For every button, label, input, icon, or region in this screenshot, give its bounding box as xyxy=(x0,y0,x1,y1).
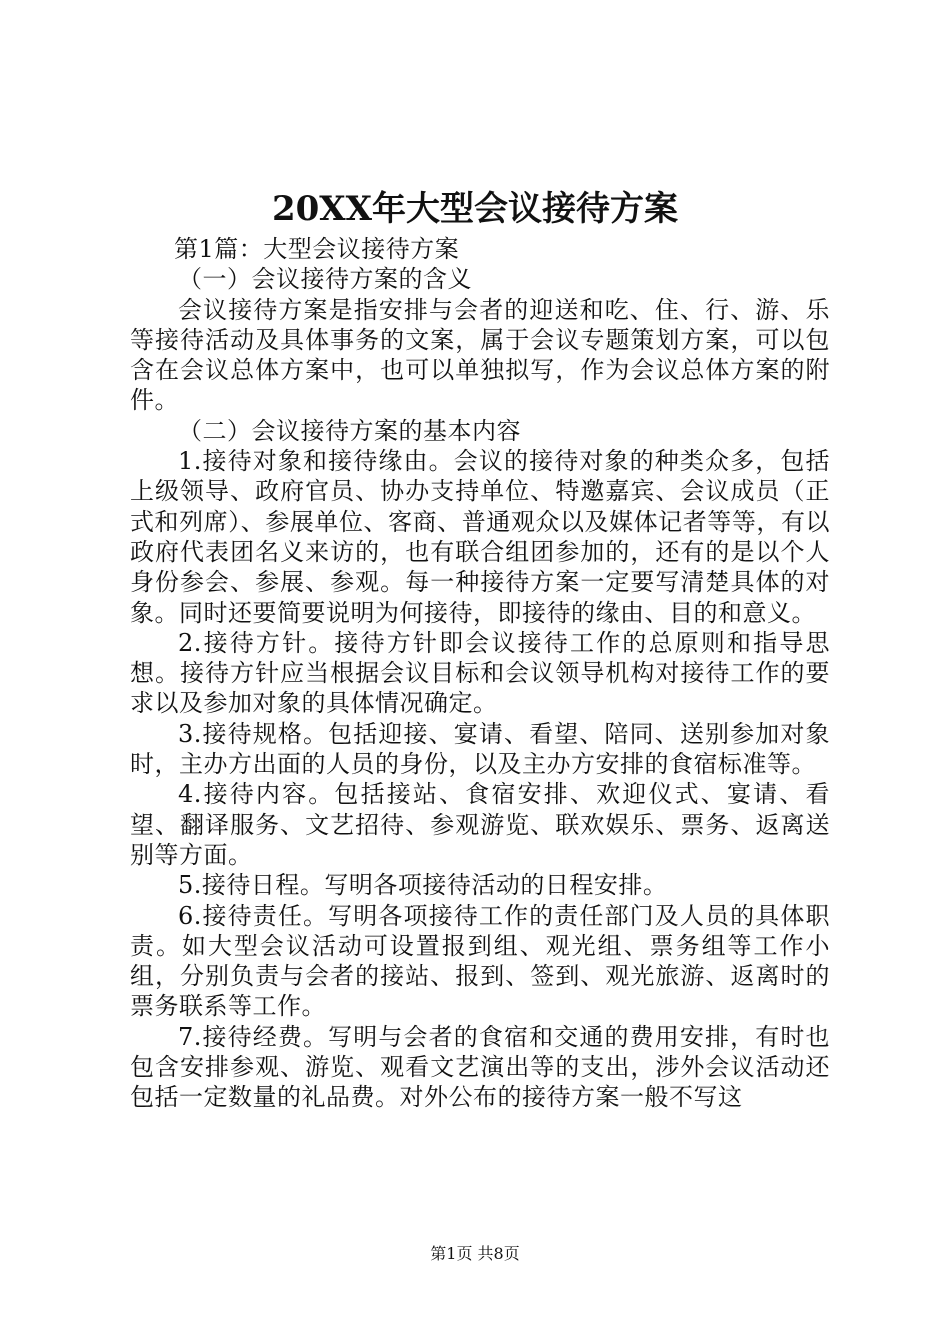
paragraph: 7.接待经费。写明与会者的食宿和交通的费用安排，有时也包含安排参观、游览、观看文艺演出等的支出，涉外会议活动还包括一定数量的礼品费。对外公布的接待方案一般不写这 xyxy=(130,1022,830,1112)
paragraph: 6.接待责任。写明各项接待工作的责任部门及人员的具体职责。如大型会议活动可设置报到组、观光组、票务组等工作小组，分别负责与会者的接站、报到、签到、观光旅游、返离时的票务联系等工作。 xyxy=(130,901,830,1021)
section-heading: 第1篇：大型会议接待方案 xyxy=(174,235,460,263)
paragraph: 4.接待内容。包括接站、食宿安排、欢迎仪式、宴请、看望、翻译服务、文艺招待、参观游览、联欢娱乐、票务、返离送别等方面。 xyxy=(130,780,830,869)
paragraph: 5.接待日程。写明各项接待活动的日程安排。 xyxy=(178,871,668,900)
paragraph: 会议接待方案是指安排与会者的迎送和吃、住、行、游、乐等接待活动及具体事务的文案，属于会议专题策划方案，可以包含在会议总体方案中，也可以单独拟写，作为会议总体方案的附件。 xyxy=(130,295,830,415)
paragraph: 2.接待方针。接待方针即会议接待工作的总原则和指导思想。接待方针应当根据会议目标和会议领导机构对接待工作的要求以及参加对象的具体情况确定。 xyxy=(130,628,830,718)
document-title: 20XX年大型会议接待方案 xyxy=(271,189,679,229)
document-body xyxy=(130,234,830,1113)
subsection-heading: （二）会议接待方案的基本内容 xyxy=(178,416,521,445)
paragraph: 1.接待对象和接待缘由。会议的接待对象的种类众多，包括上级领导、政府官员、协办支持单位、特邀嘉宾、会议成员（正式和列席）、参展单位、客商、普通观众以及媒体记者等等，有以政府代表团名义来访的，也有联合组团参加的，还有的是以个人身份参会、参展、参观。每一种接待方案一定要写清楚具体的对象。同时还要简要说明为何接待，即接待的缘由、目的和意义。 xyxy=(130,447,830,627)
page-footer: 第1页 共8页 xyxy=(430,1244,520,1263)
subsection-heading: （一）会议接待方案的含义 xyxy=(178,265,472,294)
paragraph: 3.接待规格。包括迎接、宴请、看望、陪同、送别参加对象时，主办方出面的人员的身份，以及主办方安排的食宿标准等。 xyxy=(130,719,830,779)
